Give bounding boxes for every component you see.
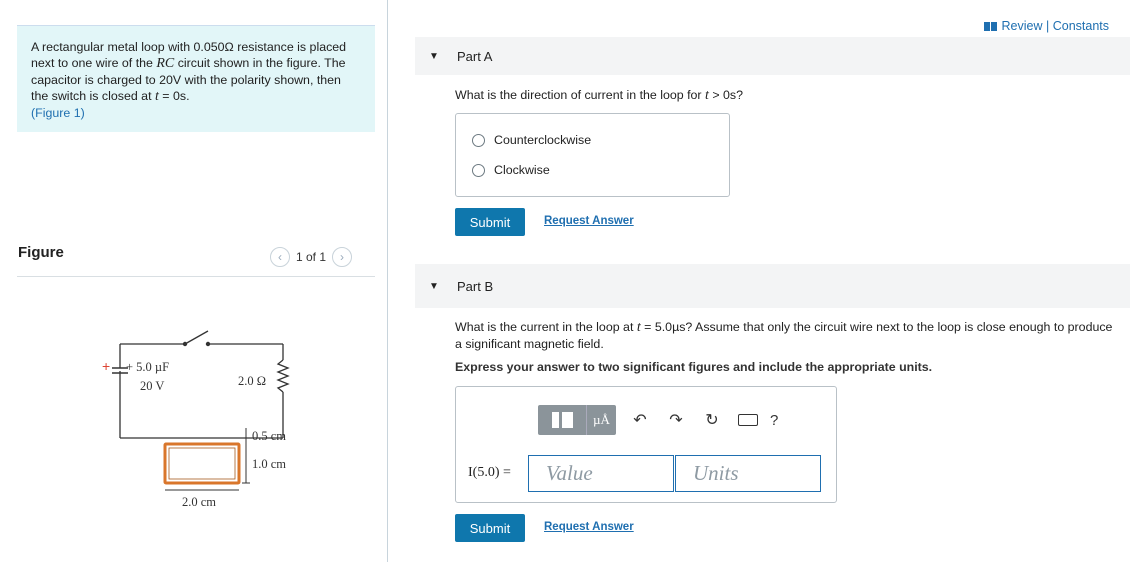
resistor-label: 2.0 Ω [238, 374, 267, 388]
part-b-q-suffix: = 5.0µs? Assume that only the circuit wire next to the loop is close enough to produce a significant magnetic field. [455, 320, 1113, 351]
answer-label: I(5.0) = [468, 465, 511, 480]
left-panel [0, 0, 388, 562]
radio-button[interactable] [472, 134, 485, 147]
part-a-q-suffix: > 0s? [708, 88, 744, 102]
figure-divider [17, 276, 375, 277]
radio-button[interactable] [472, 164, 485, 177]
problem-text-3: = 0s. [158, 89, 190, 103]
part-b-q-prefix: What is the current in the loop at [455, 320, 637, 334]
choice-label: Clockwise [494, 163, 550, 177]
circuit-figure [90, 318, 310, 518]
units-input[interactable]: Units [675, 455, 821, 492]
metal-loop-inner [169, 448, 235, 479]
units-button[interactable]: µÅ [586, 405, 616, 435]
problem-statement [17, 25, 375, 132]
problem-text-2: circuit shown in the figure. The capacitor is charged to 20V with the polarity shown, then the switch is closed at [31, 56, 346, 103]
answer-box [455, 386, 837, 503]
redo-icon[interactable]: ↷ [669, 412, 683, 429]
reset-icon[interactable]: ↻ [705, 412, 719, 429]
pager-text: 1 of 1 [296, 250, 327, 264]
caret-down-icon: ▼ [429, 280, 439, 292]
review-label: Review | Constants [1001, 19, 1109, 33]
part-a-header[interactable] [415, 37, 1130, 75]
plus-sign: + [102, 358, 111, 374]
switch-pivot [183, 342, 187, 346]
keyboard-icon[interactable] [738, 414, 758, 426]
part-b-q-t: t [636, 320, 641, 335]
voltage-label: 20 V [140, 379, 165, 393]
book-icon [984, 22, 997, 31]
choice-label: Counterclockwise [494, 133, 592, 147]
part-a-title: Part A [457, 48, 493, 64]
part-a-request-answer-link[interactable]: Request Answer [544, 215, 634, 227]
part-a-q-prefix: What is the direction of current in the loop for [455, 88, 706, 102]
part-a-question [455, 87, 743, 104]
problem-rc: RC [156, 56, 175, 71]
value-input[interactable]: Value [528, 455, 674, 492]
chevron-right-icon[interactable]: › [332, 247, 352, 267]
part-b-submit-button[interactable]: Submit [455, 514, 525, 542]
template-fraction-icon [562, 412, 573, 428]
figure-link[interactable]: (Figure 1) [31, 106, 85, 120]
figure-pager [270, 247, 352, 267]
height-label: 1.0 cm [252, 457, 287, 471]
problem-text-1: A rectangular metal loop with 0.050Ω resistance is placed next to one wire of the [31, 40, 347, 70]
chevron-left-icon[interactable]: ‹ [270, 247, 290, 267]
capacitor-label: + 5.0 µF [126, 360, 170, 374]
part-b-title: Part B [457, 278, 494, 294]
part-b-header[interactable] [415, 264, 1130, 308]
review-constants-link[interactable] [984, 19, 1109, 33]
part-b-question [455, 319, 1115, 352]
switch-contact [206, 342, 210, 346]
figure-title: Figure [18, 244, 64, 261]
choice-list [455, 113, 730, 197]
resistor [278, 360, 288, 392]
template-block-icon [552, 412, 559, 428]
caret-down-icon: ▼ [429, 50, 439, 62]
metal-loop [165, 444, 239, 483]
width-label: 2.0 cm [182, 495, 217, 509]
problem-t: t [154, 89, 159, 104]
choice-counterclockwise[interactable] [472, 133, 591, 147]
part-a-q-t: t [705, 88, 709, 103]
help-icon[interactable]: ? [770, 411, 779, 429]
part-b-instruction: Express your answer to two significant figures and include the appropriate units. [455, 360, 933, 374]
math-toolbar [538, 405, 778, 435]
undo-icon[interactable]: ↶ [633, 412, 647, 429]
part-b-request-answer-link[interactable]: Request Answer [544, 521, 634, 533]
switch-blade [185, 331, 208, 344]
gap-label: 0.5 cm [252, 429, 287, 443]
part-a-submit-button[interactable]: Submit [455, 208, 525, 236]
choice-clockwise[interactable] [472, 163, 550, 177]
templates-button[interactable] [538, 405, 586, 435]
